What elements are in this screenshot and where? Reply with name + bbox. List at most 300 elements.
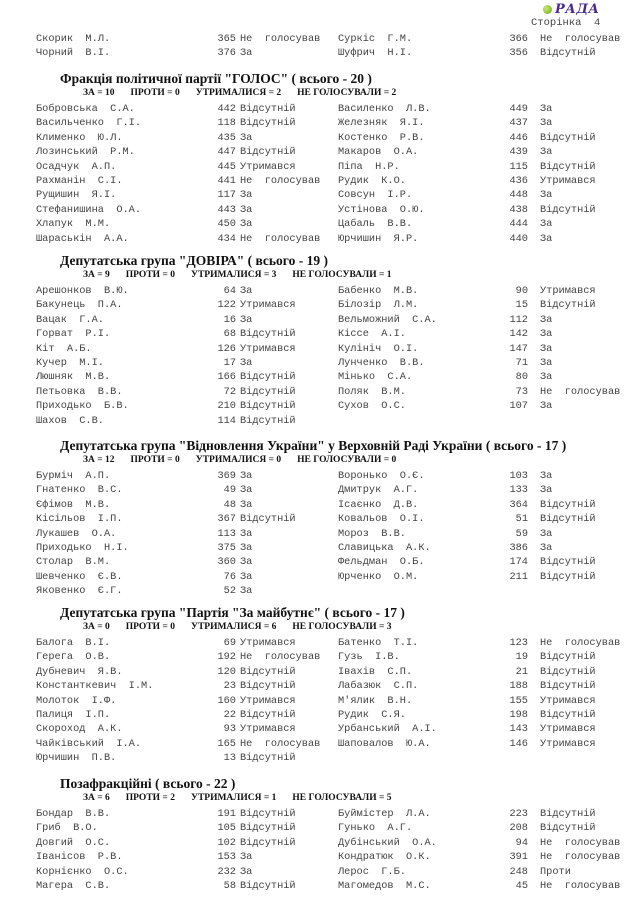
vote-result: Утримався xyxy=(540,723,596,736)
vote-result: Відсутній xyxy=(240,414,296,427)
deputy-number: 122 xyxy=(217,299,236,312)
deputy-name: Рахманін С.І. xyxy=(36,175,123,187)
vote-result: За xyxy=(240,851,253,864)
stat-ne-golosuvaly: НЕ ГОЛОСУВАЛИ = 1 xyxy=(292,270,392,280)
section-title: Депутатська група "Партія "За майбутнє" ( всього - 17 ) xyxy=(60,605,405,620)
vote-result: Відсутній xyxy=(240,680,296,693)
deputy-number: 439 xyxy=(509,146,528,159)
stat-za: ЗА = 10 xyxy=(83,88,115,98)
stat-ne-golosuvaly: НЕ ГОЛОСУВАЛИ = 5 xyxy=(292,793,392,803)
vote-result: Утримався xyxy=(540,175,596,187)
vote-result: Утримався xyxy=(240,160,296,173)
deputy-number: 360 xyxy=(217,556,236,569)
vote-result: Утримався xyxy=(240,694,296,707)
section-stats xyxy=(83,622,408,632)
section-stats xyxy=(83,793,408,803)
vote-result: За xyxy=(540,542,553,554)
deputy-number: 188 xyxy=(509,680,528,693)
deputy-name: Юрченко О.М. xyxy=(338,570,419,583)
vote-result: Не голосував xyxy=(540,637,621,649)
deputy-name: Вацак Г.А. xyxy=(36,313,104,326)
vote-result: Утримався xyxy=(240,342,296,355)
logo xyxy=(543,2,600,17)
deputy-number: 120 xyxy=(217,665,236,678)
deputy-name: Клименко Ю.Л. xyxy=(36,131,123,144)
deputy-number: 16 xyxy=(223,313,236,326)
stat-proty: ПРОТИ = 0 xyxy=(130,455,180,465)
table-row xyxy=(0,665,640,679)
section-title: Депутатська група "ДОВІРА" ( всього - 19 ) xyxy=(60,253,328,268)
vote-result: За xyxy=(540,484,553,497)
vote-result: Відсутній xyxy=(540,709,596,721)
section-stats xyxy=(83,88,412,98)
deputy-name: Вельможний С.А. xyxy=(338,313,437,326)
table-row xyxy=(0,708,640,722)
deputy-number: 112 xyxy=(509,313,528,326)
table-row xyxy=(0,32,640,46)
deputy-name: Бабенко М.В. xyxy=(338,285,419,297)
deputy-number: 441 xyxy=(217,175,236,187)
deputy-number: 71 xyxy=(515,357,528,369)
table-row xyxy=(0,807,640,821)
vote-result: Утримався xyxy=(540,285,596,297)
deputy-name: Цабаль В.В. xyxy=(338,218,413,231)
deputy-name: Шаповалов Ю.А. xyxy=(338,737,431,750)
table-row xyxy=(0,174,640,188)
stat-proty: ПРОТИ = 2 xyxy=(125,793,175,803)
deputy-number: 115 xyxy=(509,160,528,173)
vote-result: За xyxy=(540,146,553,159)
deputy-name: Арешонков В.Ю. xyxy=(36,285,129,297)
stat-ne-golosuvaly: НЕ ГОЛОСУВАЛИ = 0 xyxy=(297,455,397,465)
vote-result: Не голосував xyxy=(240,651,321,664)
deputy-number: 103 xyxy=(509,470,528,482)
vote-result: Утримався xyxy=(240,637,296,649)
vote-result: Відсутній xyxy=(540,47,596,60)
table-row xyxy=(0,160,640,174)
vote-result: Відсутній xyxy=(240,103,296,115)
vote-result: За xyxy=(540,371,553,384)
deputy-name: Лерос Г.Б. xyxy=(338,865,406,878)
vote-result: Не голосував xyxy=(540,880,621,892)
deputy-number: 364 xyxy=(509,498,528,511)
deputy-name: Петьовка В.В. xyxy=(36,385,123,398)
vote-result: За xyxy=(540,357,553,369)
vote-result: Не голосував xyxy=(540,836,621,849)
deputy-number: 445 xyxy=(217,160,236,173)
deputy-number: 105 xyxy=(217,822,236,835)
deputy-name: Буймістер Л.А. xyxy=(338,808,431,820)
deputy-number: 94 xyxy=(515,836,528,849)
deputy-number: 356 xyxy=(509,47,528,60)
deputy-name: Єфімов М.В. xyxy=(36,498,111,511)
deputy-name: Довгий О.С. xyxy=(36,836,111,849)
table-row xyxy=(0,232,640,246)
vote-result: За xyxy=(240,131,253,144)
deputy-name: Лозинський Р.М. xyxy=(36,146,135,159)
vote-result: За xyxy=(240,470,253,482)
stat-za: ЗА = 12 xyxy=(83,455,115,465)
deputy-name: Шараськін А.А. xyxy=(36,232,129,245)
deputy-name: Урбанський А.І. xyxy=(338,723,437,736)
deputy-number: 174 xyxy=(509,556,528,569)
deputy-number: 51 xyxy=(515,513,528,526)
deputy-number: 232 xyxy=(217,865,236,878)
table-row xyxy=(0,370,640,384)
deputy-name: Рудик К.О. xyxy=(338,175,406,187)
table-row xyxy=(0,512,640,526)
deputy-number: 375 xyxy=(217,542,236,554)
vote-result: Відсутній xyxy=(240,513,296,526)
deputy-number: 23 xyxy=(223,680,236,693)
table-row xyxy=(0,298,640,312)
table-row xyxy=(0,469,640,483)
table-row xyxy=(0,879,640,893)
vote-result: Не голосував xyxy=(540,33,621,45)
deputy-name: Кіт А.Б. xyxy=(36,342,92,355)
deputy-name: Ковальов О.І. xyxy=(338,513,425,526)
deputy-number: 435 xyxy=(217,131,236,144)
deputy-name: Магомедов М.С. xyxy=(338,880,431,892)
vote-result: За xyxy=(240,498,253,511)
stat-proty: ПРОТИ = 0 xyxy=(125,270,175,280)
vote-result: Відсутній xyxy=(540,570,596,583)
deputy-number: 107 xyxy=(509,400,528,413)
deputy-number: 73 xyxy=(515,385,528,398)
vote-result: Проти xyxy=(540,865,571,878)
table-row xyxy=(0,836,640,850)
deputy-number: 198 xyxy=(509,709,528,721)
deputy-name: Совсун І.Р. xyxy=(338,189,413,202)
deputy-name: Бондар В.В. xyxy=(36,808,111,820)
vote-result: Відсутній xyxy=(540,299,596,312)
vote-result: За xyxy=(240,865,253,878)
deputy-name: Івахів С.П. xyxy=(338,665,413,678)
deputy-number: 15 xyxy=(515,299,528,312)
deputy-number: 59 xyxy=(515,527,528,540)
vote-result: Не голосував xyxy=(540,851,621,864)
table-row xyxy=(0,102,640,116)
deputy-number: 58 xyxy=(223,880,236,892)
vote-result: Відсутній xyxy=(240,808,296,820)
table-row xyxy=(0,145,640,159)
stat-proty: ПРОТИ = 0 xyxy=(130,88,180,98)
deputy-number: 114 xyxy=(217,414,236,427)
vote-result: Утримався xyxy=(240,723,296,736)
stat-utrymalysia: УТРИМАЛИСЯ = 6 xyxy=(190,622,277,632)
deputy-name: Юрчишин Я.Р. xyxy=(338,232,419,245)
section-title: Депутатська група "Відновлення України" у Верховній Раді України ( всього - 17 ) xyxy=(60,438,567,453)
table-row xyxy=(0,217,640,231)
vote-result: Відсутній xyxy=(240,328,296,341)
stat-ne-golosuvaly: НЕ ГОЛОСУВАЛИ = 3 xyxy=(292,622,392,632)
vote-result: Відсутній xyxy=(240,117,296,130)
deputy-name: Бобровська С.А. xyxy=(36,103,135,115)
deputy-number: 391 xyxy=(509,851,528,864)
deputy-name: Бурміч А.П. xyxy=(36,470,111,482)
vote-result: Відсутній xyxy=(540,808,596,820)
deputy-number: 21 xyxy=(515,665,528,678)
deputy-name: Дубінський О.А. xyxy=(338,836,437,849)
deputy-name: Чайківський І.А. xyxy=(36,737,142,750)
section-stats xyxy=(83,270,408,280)
deputy-number: 76 xyxy=(223,570,236,583)
stat-utrymalysia: УТРИМАЛИСЯ = 1 xyxy=(190,793,277,803)
vote-result: Відсутній xyxy=(240,385,296,398)
deputy-name: Корнієнко О.С. xyxy=(36,865,129,878)
vote-result: За xyxy=(240,203,253,216)
table-row xyxy=(0,694,640,708)
vote-result: Відсутній xyxy=(240,400,296,413)
vote-result: За xyxy=(540,117,553,130)
deputy-number: 80 xyxy=(515,371,528,384)
deputy-name: Батенко Т.І. xyxy=(338,637,419,649)
deputy-number: 444 xyxy=(509,218,528,231)
deputy-name: Юрчишин П.В. xyxy=(36,752,117,765)
deputy-name: Василенко Л.В. xyxy=(338,103,431,115)
vote-result: Відсутній xyxy=(240,665,296,678)
deputy-name: Гузь І.В. xyxy=(338,651,400,664)
deputy-name: Піпа Н.Р. xyxy=(338,160,400,173)
vote-result: Не голосував xyxy=(240,175,321,187)
deputy-number: 147 xyxy=(509,342,528,355)
deputy-name: Скороход А.К. xyxy=(36,723,123,736)
deputy-name: Столар В.М. xyxy=(36,556,111,569)
deputy-number: 48 xyxy=(223,498,236,511)
deputy-name: М'ялик В.Н. xyxy=(338,694,413,707)
deputy-number: 442 xyxy=(217,103,236,115)
deputy-name: Мінько С.А. xyxy=(338,371,413,384)
deputy-name: Васильченко Г.І. xyxy=(36,117,142,130)
vote-result: Відсутній xyxy=(540,822,596,835)
deputy-name: Поляк В.М. xyxy=(338,385,406,398)
deputy-name: Славицька А.К. xyxy=(338,542,431,554)
table-row xyxy=(0,850,640,864)
vote-result: Відсутній xyxy=(240,146,296,159)
table-row xyxy=(0,821,640,835)
deputy-number: 436 xyxy=(509,175,528,187)
deputy-number: 447 xyxy=(217,146,236,159)
table-row xyxy=(0,284,640,298)
deputy-name: Устінова О.Ю. xyxy=(338,203,425,216)
deputy-number: 443 xyxy=(217,203,236,216)
vote-result: Не голосував xyxy=(240,33,321,45)
vote-result: Відсутній xyxy=(540,513,596,526)
table-row xyxy=(0,483,640,497)
table-row xyxy=(0,385,640,399)
deputy-number: 153 xyxy=(217,851,236,864)
deputy-number: 365 xyxy=(217,33,236,45)
deputy-number: 434 xyxy=(217,232,236,245)
deputy-number: 123 xyxy=(509,637,528,649)
deputy-number: 448 xyxy=(509,189,528,202)
vote-result: За xyxy=(240,570,253,583)
table-row xyxy=(0,313,640,327)
deputy-name: Горват Р.І. xyxy=(36,328,111,341)
deputy-name: Приходько Б.В. xyxy=(36,400,129,413)
deputy-number: 143 xyxy=(509,723,528,736)
vote-result: За xyxy=(240,313,253,326)
deputy-number: 376 xyxy=(217,47,236,60)
vote-result: Відсутній xyxy=(540,651,596,664)
table-row xyxy=(0,865,640,879)
vote-result: За xyxy=(540,342,553,355)
deputy-name: Приходько Н.І. xyxy=(36,542,129,554)
vote-result: Відсутній xyxy=(240,836,296,849)
deputy-number: 160 xyxy=(217,694,236,707)
stat-utrymalysia: УТРИМАЛИСЯ = 0 xyxy=(195,455,282,465)
table-row xyxy=(0,527,640,541)
vote-result: За xyxy=(240,484,253,497)
deputy-name: Железняк Я.І. xyxy=(338,117,425,130)
deputy-name: Герега О.В. xyxy=(36,651,111,664)
deputy-number: 166 xyxy=(217,371,236,384)
table-row xyxy=(0,555,640,569)
vote-result: За xyxy=(240,218,253,231)
deputy-name: Бакунець П.А. xyxy=(36,299,123,312)
stat-za: ЗА = 0 xyxy=(83,622,110,632)
deputy-number: 440 xyxy=(509,232,528,245)
table-row xyxy=(0,203,640,217)
deputy-name: Люшняк М.В. xyxy=(36,371,111,384)
deputy-name: Ісаєнко Д.В. xyxy=(338,498,419,511)
vote-result: Утримався xyxy=(240,299,296,312)
table-row xyxy=(0,737,640,751)
vote-result: Не голосував xyxy=(240,232,321,245)
deputy-name: Білозір Л.М. xyxy=(338,299,419,312)
deputy-name: Яковенко Є.Г. xyxy=(36,585,123,598)
vote-result: Не голосував xyxy=(540,385,621,398)
vote-result: Відсутній xyxy=(240,709,296,721)
table-row xyxy=(0,131,640,145)
vote-result: Відсутній xyxy=(240,752,296,765)
stat-utrymalysia: УТРИМАЛИСЯ = 3 xyxy=(190,270,277,280)
vote-result: За xyxy=(240,585,253,598)
table-row xyxy=(0,679,640,693)
deputy-number: 133 xyxy=(509,484,528,497)
section-title: Фракція політичної партії "ГОЛОС" ( всього - 20 ) xyxy=(60,71,372,86)
deputy-number: 93 xyxy=(223,723,236,736)
deputy-name: Кісільов І.П. xyxy=(36,513,123,526)
table-row xyxy=(0,541,640,555)
deputy-number: 165 xyxy=(217,737,236,750)
deputy-name: Лабазюк С.П. xyxy=(338,680,419,693)
deputy-name: Стефанишина О.А. xyxy=(36,203,142,216)
deputy-name: Дубневич Я.В. xyxy=(36,665,123,678)
table-row xyxy=(0,342,640,356)
vote-result: Відсутній xyxy=(540,498,596,511)
table-row xyxy=(0,650,640,664)
section-stats xyxy=(83,455,412,465)
deputy-number: 208 xyxy=(509,822,528,835)
deputy-name: Шевченко Є.В. xyxy=(36,570,123,583)
deputy-name: Магера С.В. xyxy=(36,880,111,892)
deputy-number: 17 xyxy=(223,357,236,369)
vote-result: За xyxy=(240,189,253,202)
vote-result: За xyxy=(540,189,553,202)
stat-proty: ПРОТИ = 0 xyxy=(125,622,175,632)
vote-result: За xyxy=(540,400,553,413)
table-row xyxy=(0,46,640,60)
deputy-number: 45 xyxy=(515,880,528,892)
deputy-number: 366 xyxy=(509,33,528,45)
table-row xyxy=(0,327,640,341)
deputy-number: 367 xyxy=(217,513,236,526)
deputy-name: Мороз В.В. xyxy=(338,527,406,540)
deputy-name: Рущишин Я.І. xyxy=(36,189,117,202)
vote-result: Відсутній xyxy=(540,665,596,678)
table-row xyxy=(0,399,640,413)
deputy-number: 446 xyxy=(509,131,528,144)
deputy-name: Хлапук М.М. xyxy=(36,218,111,231)
deputy-number: 211 xyxy=(509,570,528,583)
vote-result: За xyxy=(540,218,553,231)
deputy-name: Гнатенко В.С. xyxy=(36,484,123,497)
deputy-number: 13 xyxy=(223,752,236,765)
vote-result: Відсутній xyxy=(540,160,596,173)
vote-result: Відсутній xyxy=(540,203,596,216)
vote-result: За xyxy=(240,542,253,554)
deputy-name: Гриб В.О. xyxy=(36,822,98,835)
deputy-name: Костенко Р.В. xyxy=(338,131,425,144)
deputy-number: 155 xyxy=(509,694,528,707)
deputy-name: Кондратюк О.К. xyxy=(338,851,431,864)
section-title: Позафракційні ( всього - 22 ) xyxy=(60,776,236,791)
deputy-number: 69 xyxy=(223,637,236,649)
vote-result: Відсутній xyxy=(240,880,296,892)
deputy-number: 248 xyxy=(509,865,528,878)
logo-text: РАДА xyxy=(555,2,600,17)
vote-result: Не голосував xyxy=(240,737,321,750)
deputy-number: 192 xyxy=(217,651,236,664)
vote-result: Відсутній xyxy=(240,371,296,384)
deputy-number: 68 xyxy=(223,328,236,341)
deputy-number: 369 xyxy=(217,470,236,482)
deputy-number: 146 xyxy=(509,737,528,750)
deputy-number: 437 xyxy=(509,117,528,130)
vote-result: Відсутній xyxy=(540,556,596,569)
deputy-name: Макаров О.А. xyxy=(338,146,419,159)
vote-result: За xyxy=(540,328,553,341)
page-number: Сторінка 4 xyxy=(531,17,601,29)
deputy-name: Гунько А.Г. xyxy=(338,822,413,835)
vote-result: За xyxy=(540,470,553,482)
deputy-name: Осадчук А.П. xyxy=(36,160,117,173)
table-row xyxy=(0,570,640,584)
deputy-number: 49 xyxy=(223,484,236,497)
vote-result: Відсутній xyxy=(240,822,296,835)
deputy-name: Скорик М.Л. xyxy=(36,33,111,45)
deputy-name: Константкевич І.М. xyxy=(36,680,154,693)
deputy-number: 210 xyxy=(217,400,236,413)
deputy-name: Лукашев О.А. xyxy=(36,527,117,540)
deputy-name: Кулініч О.І. xyxy=(338,342,419,355)
deputy-name: Фельдман О.Б. xyxy=(338,556,425,569)
vote-result: За xyxy=(540,103,553,115)
deputy-number: 52 xyxy=(223,585,236,598)
deputy-number: 22 xyxy=(223,709,236,721)
vote-result: За xyxy=(240,556,253,569)
deputy-name: Сухов О.С. xyxy=(338,400,406,413)
deputy-number: 386 xyxy=(509,542,528,554)
deputy-number: 438 xyxy=(509,203,528,216)
deputy-number: 64 xyxy=(223,285,236,297)
deputy-number: 142 xyxy=(509,328,528,341)
deputy-number: 118 xyxy=(217,117,236,130)
deputy-name: Чорний В.І. xyxy=(36,47,111,60)
table-row xyxy=(0,636,640,650)
deputy-name: Балога В.І. xyxy=(36,637,111,649)
